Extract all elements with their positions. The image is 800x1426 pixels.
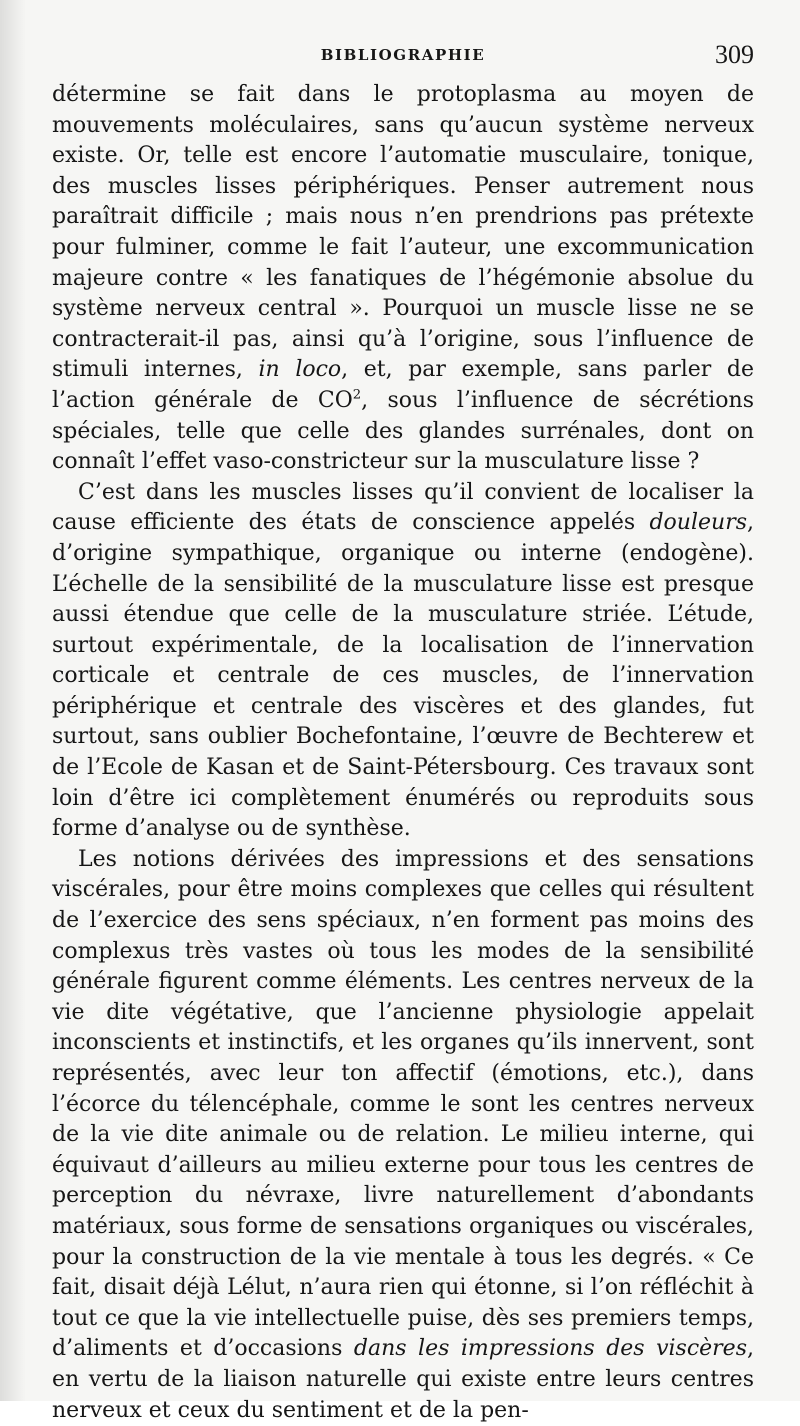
paragraph <box>52 478 754 845</box>
text-run: , d’origine sympathique, organique ou interne (endogène). L’échelle de la sensibilité de la musculature lisse est presque aussi étendue que celle de la musculature striée. L’étude, surtout expérimentale, de la localisation de l’innervation corticale et centrale de ces muscles, de l’innervation périphérique et centrale des viscères et des glandes, fut surtout, sans oublier Bochefontaine, l’œuvre de Bechterew et de l’Ecole de Kasan et de Saint-Pétersbourg. Ces travaux sont loin d’être ici complètement énumérés ou reproduits sous forme d’analyse ou de synthèse. <box>52 510 754 842</box>
running-header <box>52 40 754 74</box>
italic-text: douleurs <box>649 510 747 536</box>
paragraph <box>52 80 754 478</box>
body-text <box>52 80 754 1426</box>
page-number: 309 <box>715 40 754 69</box>
superscript: 2 <box>352 387 362 403</box>
text-run: , et, par exemple, sans parler de l’action générale de CO <box>52 357 755 413</box>
text-run: Les notions dérivées des impressions et des sensations viscérales, pour être moins complexes que celles qui résultent de l’exercice des sens spéciaux, n’en forment pas moins des complexus très vastes où tous les modes de la sensibilité générale figurent comme éléments. Les centres nerveux de la vie dite végétative, que l’ancienne physiologie appelait inconscients et instinctifs, et les organes qu’ils innervent, sont représentés, avec leur ton affectif (émotions, etc.), dans l’écorce du télencéphale, comme le sont les centres nerveux de la vie dite animale ou de relation. Le milieu interne, qui équivaut d’ailleurs au milieu externe pour tous les centres de perception du névraxe, livre naturellement d’abondants matériaux, sous forme de sensations organiques ou viscérales, pour la construction de la vie mentale à tous les degrés. « Ce fait, disait déjà Lélut, n’aura rien qui étonne, si l’on réfléchit à tout ce que la vie intellectuelle puise, dès ses premiers temps, d’aliments et d’occasions <box>52 846 754 1362</box>
paragraph <box>52 845 754 1426</box>
text-run: C’est dans les muscles lisses qu’il convient de localiser la cause efficiente des états de conscience appelés <box>52 479 754 536</box>
running-title: BIBLIOGRAPHIE <box>320 46 486 64</box>
text-run: , sous l’influence de sécrétions spéciales, telle que celle des glandes surrénales, dont on connaît l’effet vaso-constricteur sur la musculature lisse ? <box>52 387 754 475</box>
italic-text: in loco <box>258 357 342 383</box>
text-run: , en vertu de la liaison naturelle qui existe entre leurs centres nerveux et ceux du sentiment et de la pen- <box>52 1336 754 1423</box>
text-run: détermine se fait dans le protoplasma au moyen de mouvements moléculaires, sans qu’aucun système nerveux existe. Or, telle est encore l’automatie musculaire, tonique, des muscles lisses périphériques. Penser autrement nous paraîtrait difficile ; mais nous n’en prendrions pas prétexte pour fulminer, comme le fait l’auteur, une excommunication majeure contre « les fanatiques de l’hégémonie absolue du système nerveux central ». Pourquoi un muscle lisse ne se contracterait-il pas, ainsi qu’à l’origine, sous l’influence de stimuli internes, <box>52 82 754 383</box>
italic-text: dans les impressions des viscères <box>353 1336 747 1362</box>
